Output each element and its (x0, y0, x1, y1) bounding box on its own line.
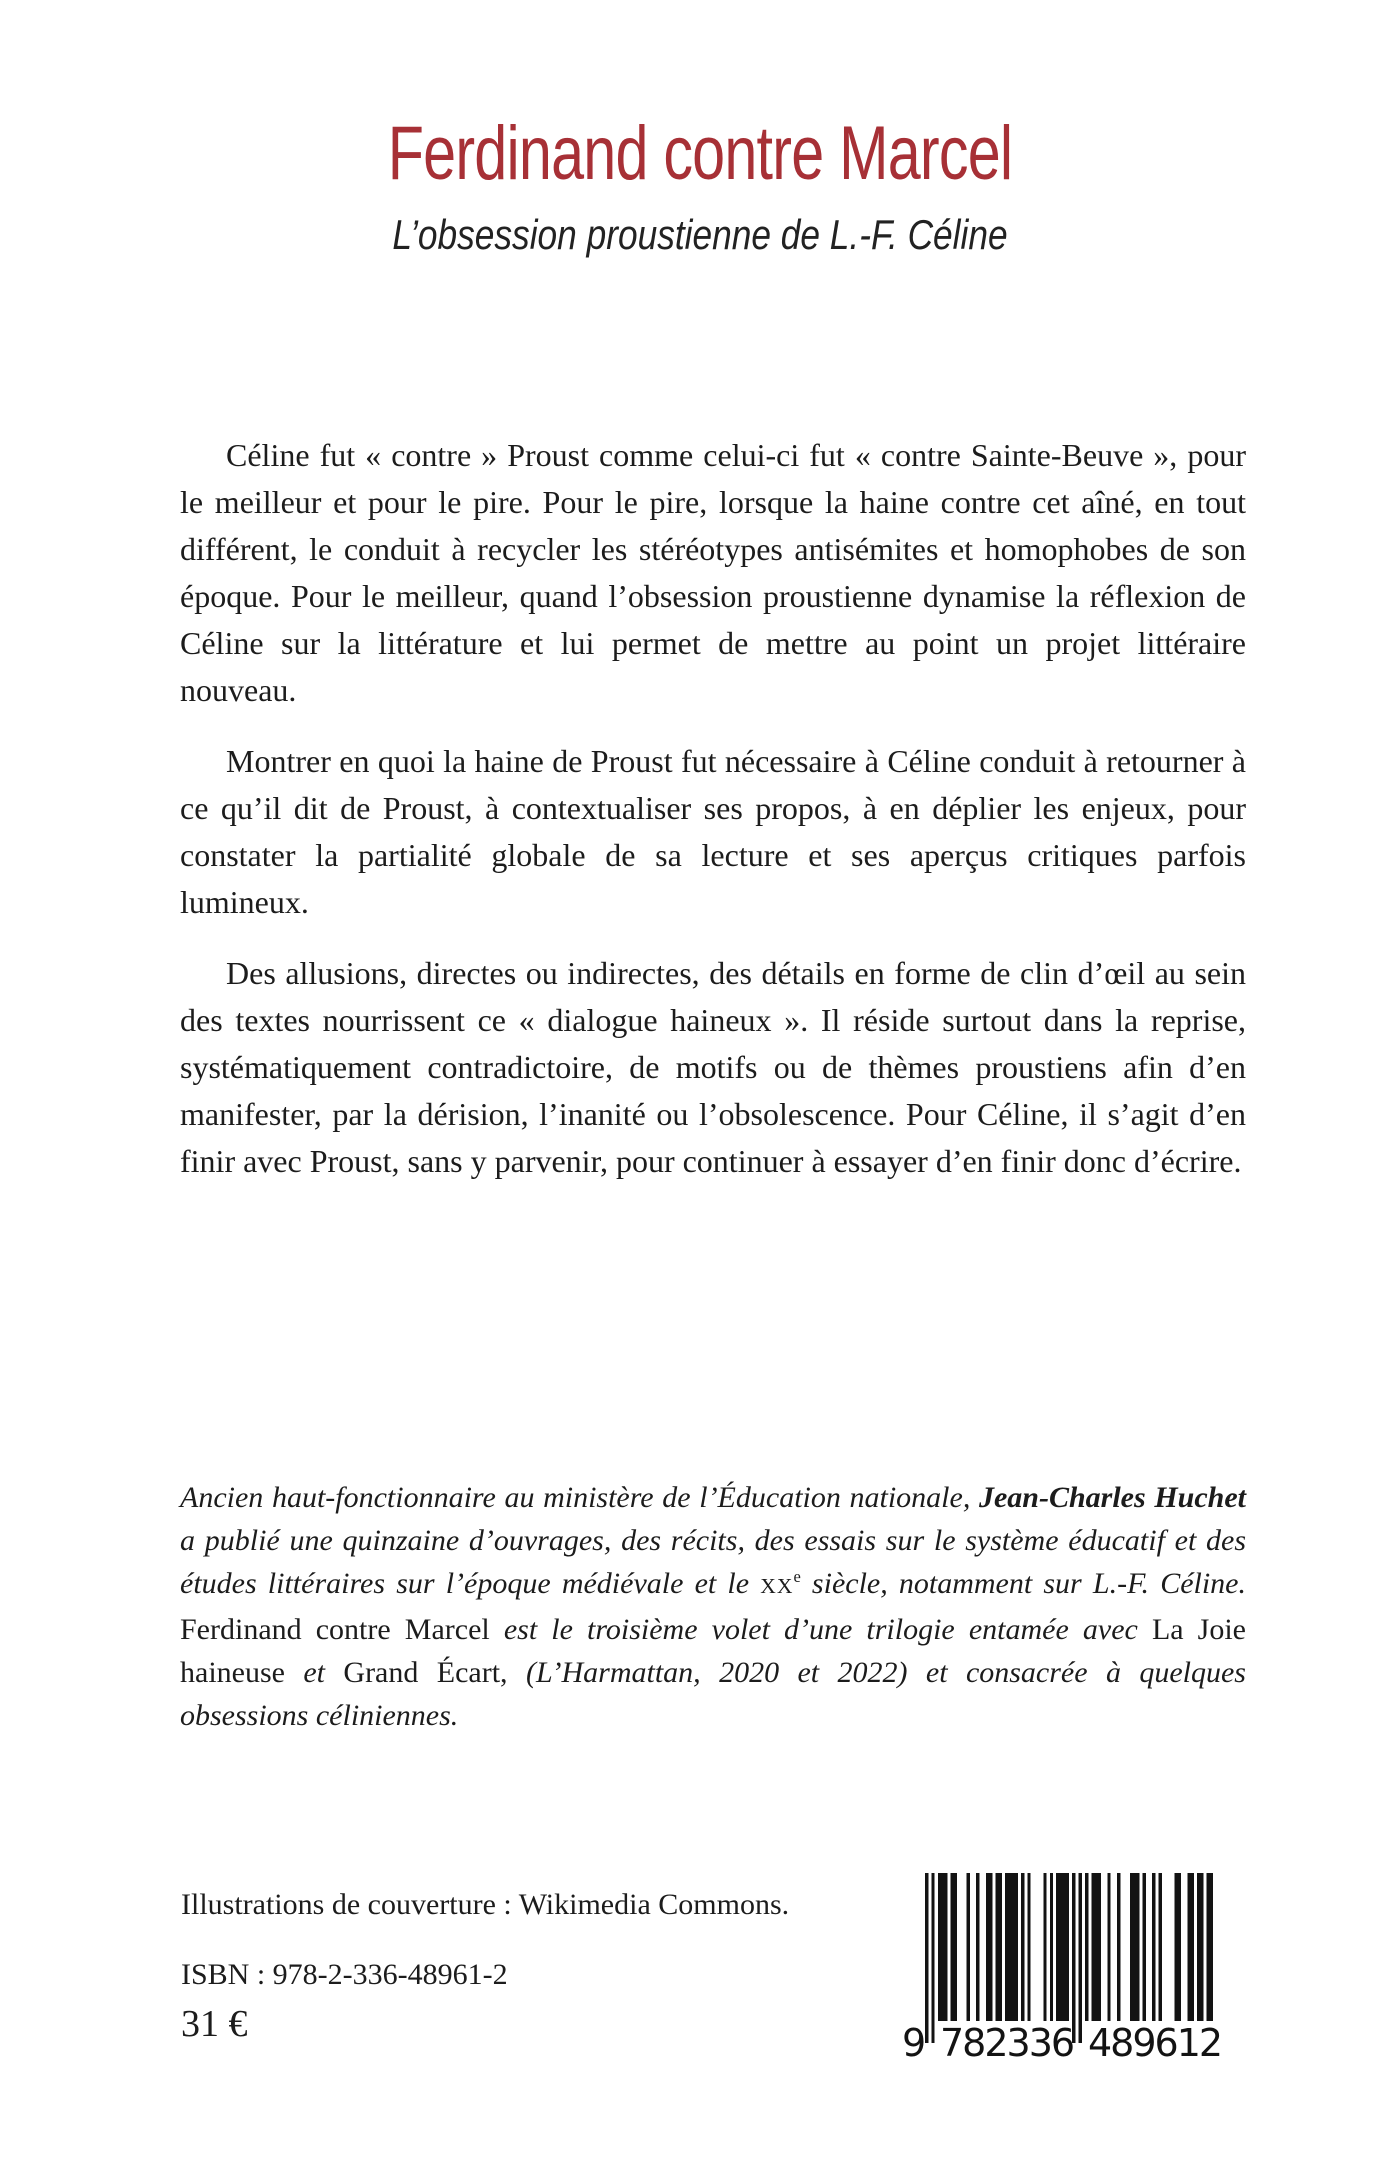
bio-segment: La Joie haineuse (180, 1613, 1246, 1689)
body-paragraph: Montrer en quoi la haine de Proust fut nécessaire à Céline conduit à retourner à ce qu’il dit de Proust, à contextualiser ses propos, à en déplier les enjeux, pour constater la partialité globale de sa lecture et ses aperçus critiques parfois lumineux. (180, 743, 1246, 920)
bio-segment: XX (760, 1574, 794, 1598)
bio-segment: Ferdinand contre Marcel (180, 1613, 504, 1646)
body-paragraph: Céline fut « contre » Proust comme celui-ci fut « contre Sainte-Beuve », pour le meilleur et pour le pire. Pour le pire, lorsque la haine contre cet aîné, en tout différent, le conduit à recycler les stéréotypes antisémites et homophobes de son époque. Pour le meilleur, quand l’obsession proustienne dynamise la réflexion de Céline sur la littérature et lui permet de mettre au point un projet littéraire nouveau. (180, 437, 1246, 708)
barcode-bars (925, 1873, 1229, 2045)
body-paragraph: Des allusions, directes ou indirectes, des détails en forme de clin d’œil au sein des textes nourrissent ce « dialogue haineux ». Il réside surtout dans la reprise, systématiquement contradictoire, de motifs ou de thèmes proustiens afin d’en manifester, par la dérision, l’inanité ou l’obsolescence. Pour Céline, il s’agit d’en finir avec Proust, sans y parvenir, pour continuer à essayer d’en finir donc d’écrire. (180, 955, 1246, 1179)
barcode-digit-first: 9 (902, 2021, 927, 2065)
bio-segment: (L’Harmattan, 2020 et 2022) et consacrée à quelques obsessions céliniennes. (180, 1656, 1246, 1732)
barcode-digits-right: 489612 (1088, 2021, 1222, 2065)
cover-credit: Illustrations de couverture : Wikimedia Commons. (181, 1888, 790, 1921)
bio-segment: Grand Écart, (343, 1656, 526, 1689)
bio-segment: est le troisième volet d’une trilogie entamée avec (503, 1613, 1152, 1646)
page-subtitle: L’obsession proustienne de L.-F. Céline (392, 211, 1008, 258)
body-text (180, 432, 1246, 1209)
bio-segment: e (793, 1567, 801, 1586)
barcode (904, 1873, 1234, 2063)
bio-segment: a publié une quinzaine d’ouvrages, des récits, des essais sur le système éducatif et des études littéraires sur l’époque médiévale et le (180, 1524, 1246, 1600)
price-text: 31 € (181, 2003, 248, 2045)
bio-segment: et (303, 1656, 344, 1689)
author-bio (180, 1476, 1246, 1737)
page-title: Ferdinand contre Marcel (387, 111, 1013, 196)
barcode-digits (904, 2023, 1234, 2063)
bio-segment: siècle, notamment sur L.-F. Céline. (800, 1567, 1246, 1600)
bio-segment: Ancien haut-fonctionnaire au ministère de l’Éducation nationale, (180, 1481, 979, 1514)
isbn-text: ISBN : 978-2-336-48961-2 (181, 1958, 508, 1991)
barcode-digits-left: 782336 (940, 2021, 1074, 2065)
bio-segment: Jean-Charles Huchet (978, 1481, 1246, 1514)
